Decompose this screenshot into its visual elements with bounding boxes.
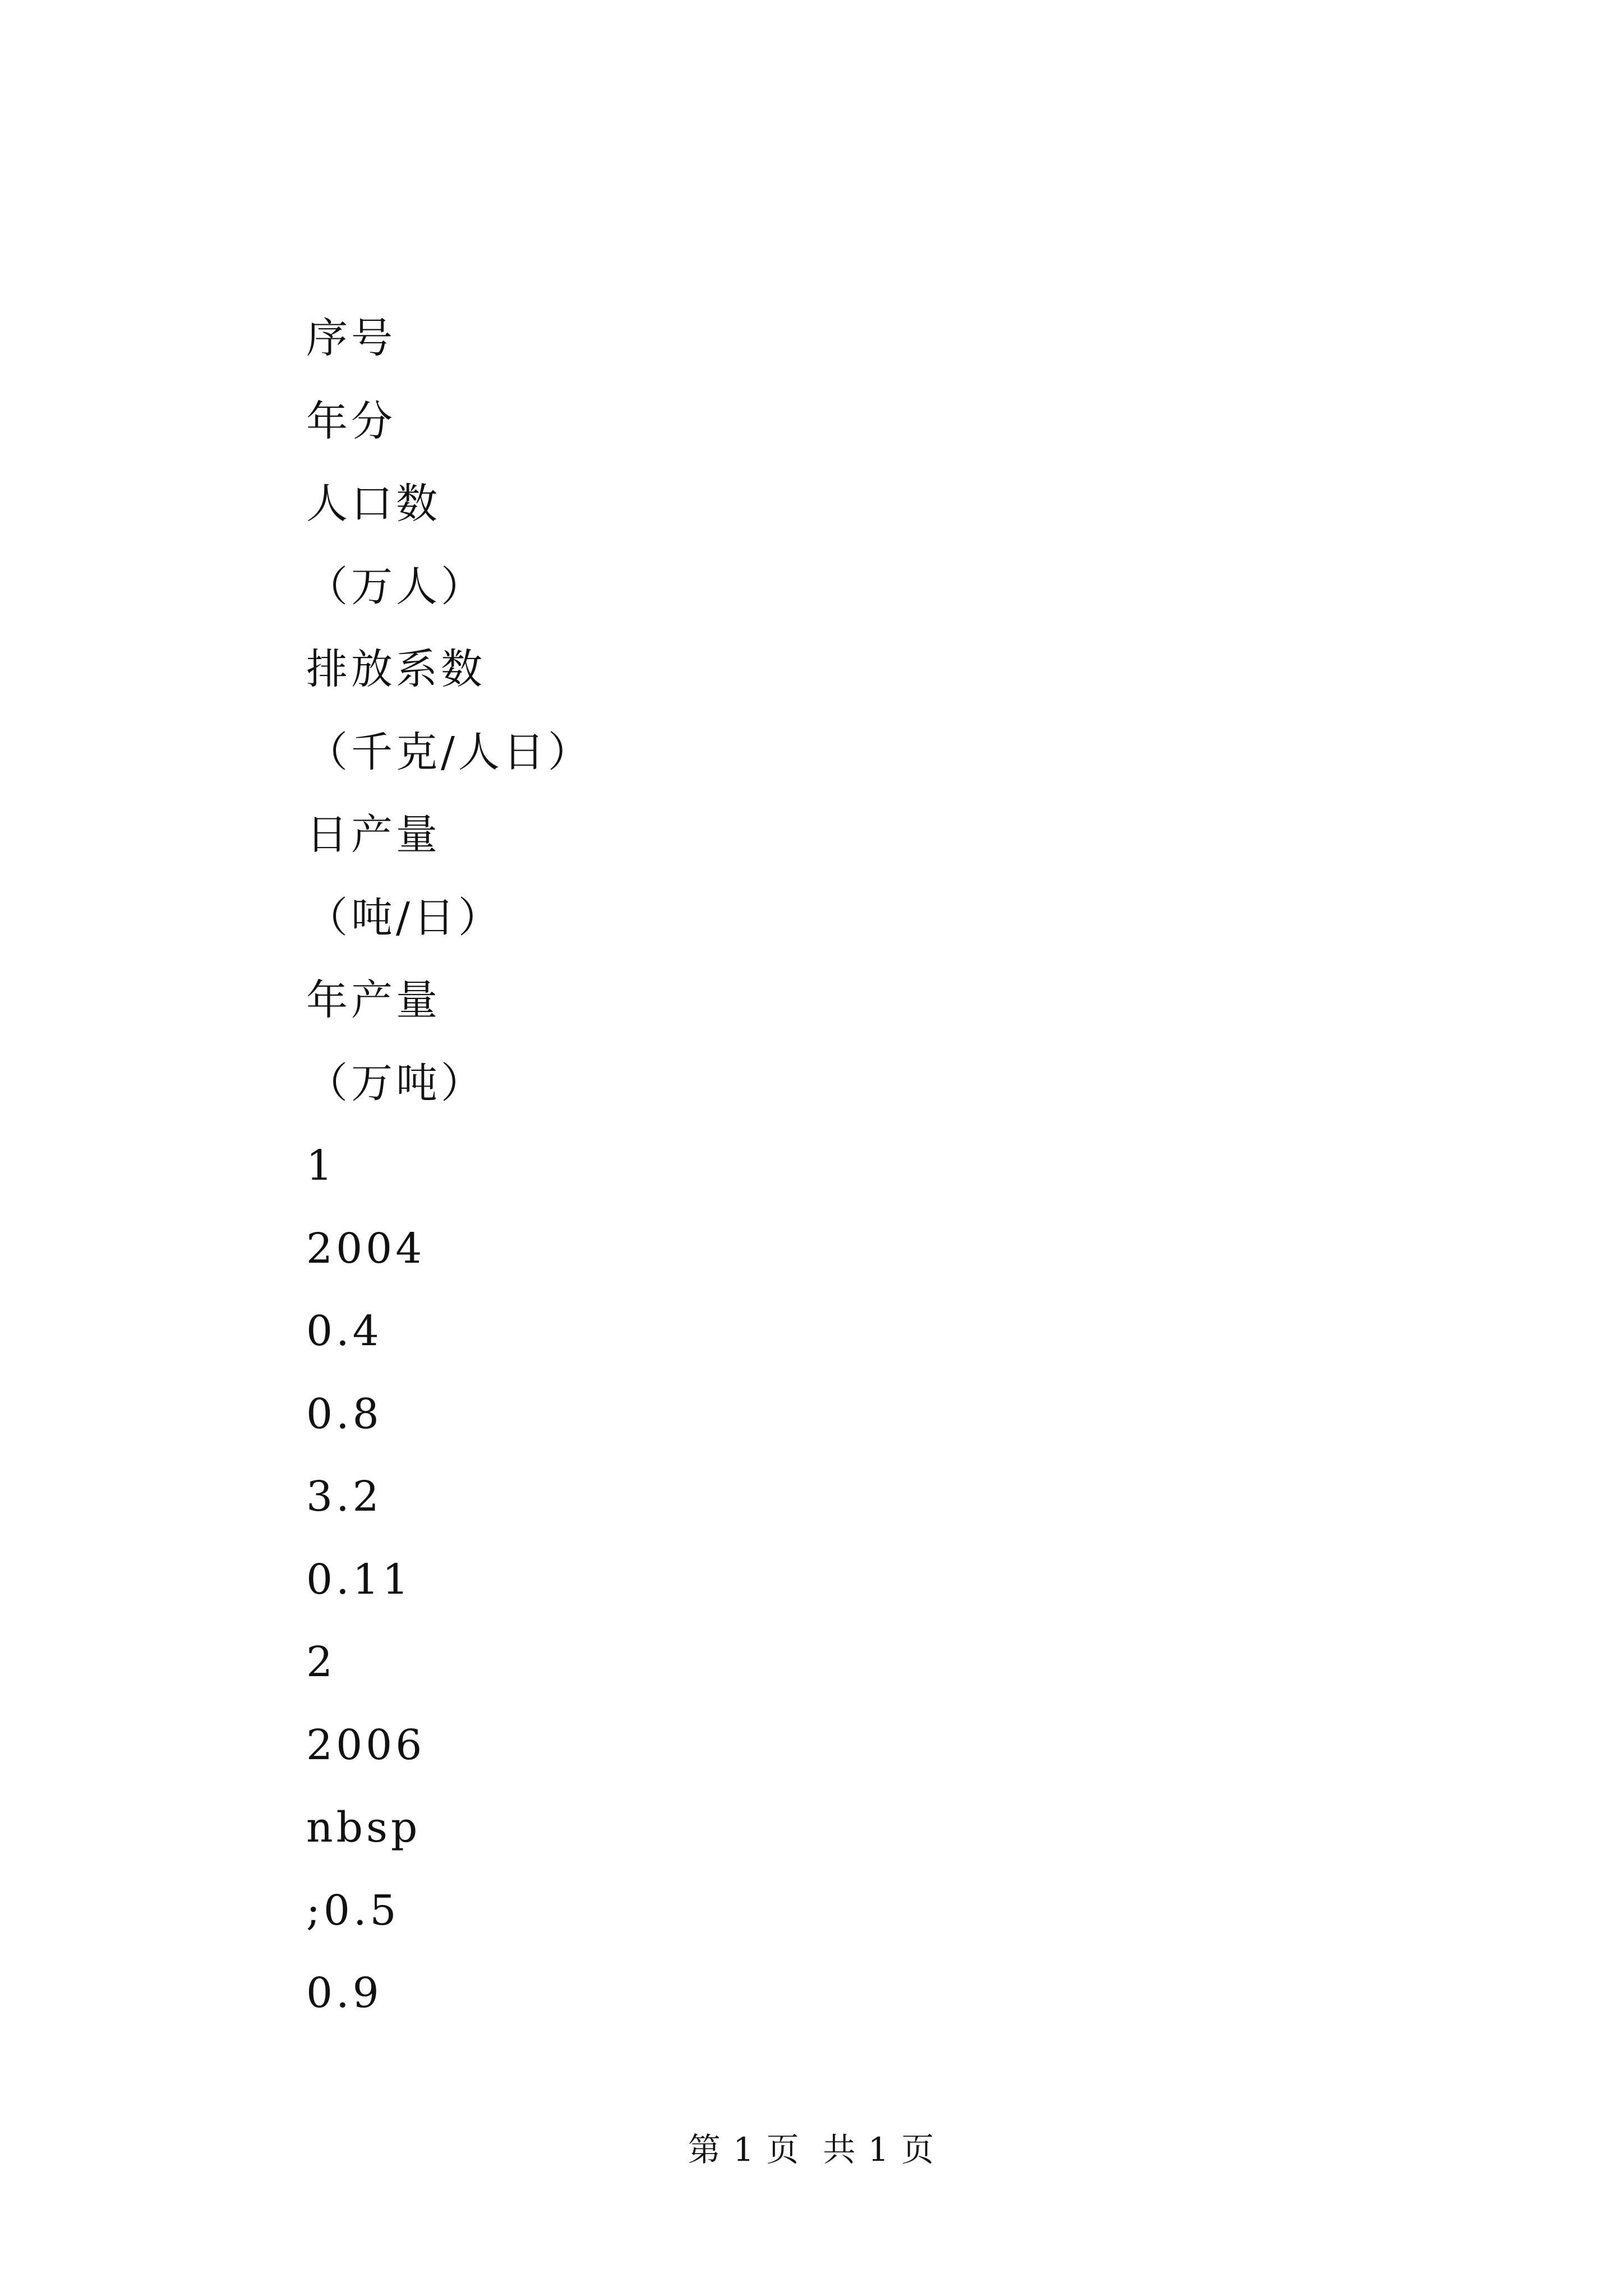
document-body: [306, 307, 1316, 2045]
text-line: 年产量: [306, 976, 441, 1024]
text-line: 序号: [306, 314, 396, 362]
text-line: （万人）: [306, 562, 486, 611]
text-line: 2: [306, 1638, 336, 1686]
text-line: 2004: [306, 1224, 426, 1273]
text-line: 2006: [306, 1720, 426, 1769]
text-line: 排放系数: [306, 645, 486, 693]
text-line: 0.8: [306, 1389, 382, 1438]
text-line: 1: [306, 1142, 336, 1190]
text-line: 3.2: [306, 1473, 382, 1521]
text-line: 0.9: [306, 1969, 382, 2017]
text-line: （万吨）: [306, 1059, 486, 1107]
text-line: 人口数: [306, 480, 441, 528]
text-line: 0.4: [306, 1307, 382, 1355]
text-line: （吨/日）: [306, 893, 503, 942]
text-line: nbsp: [306, 1803, 421, 1852]
text-line: 年分: [306, 397, 396, 445]
text-line: ;0.5: [306, 1886, 400, 1935]
text-line: 日产量: [306, 811, 441, 859]
text-line: （千克/人日）: [306, 728, 593, 776]
page-footer: 第 1 页 共 1 页: [688, 2131, 935, 2169]
text-line: 0.11: [306, 1555, 412, 1604]
